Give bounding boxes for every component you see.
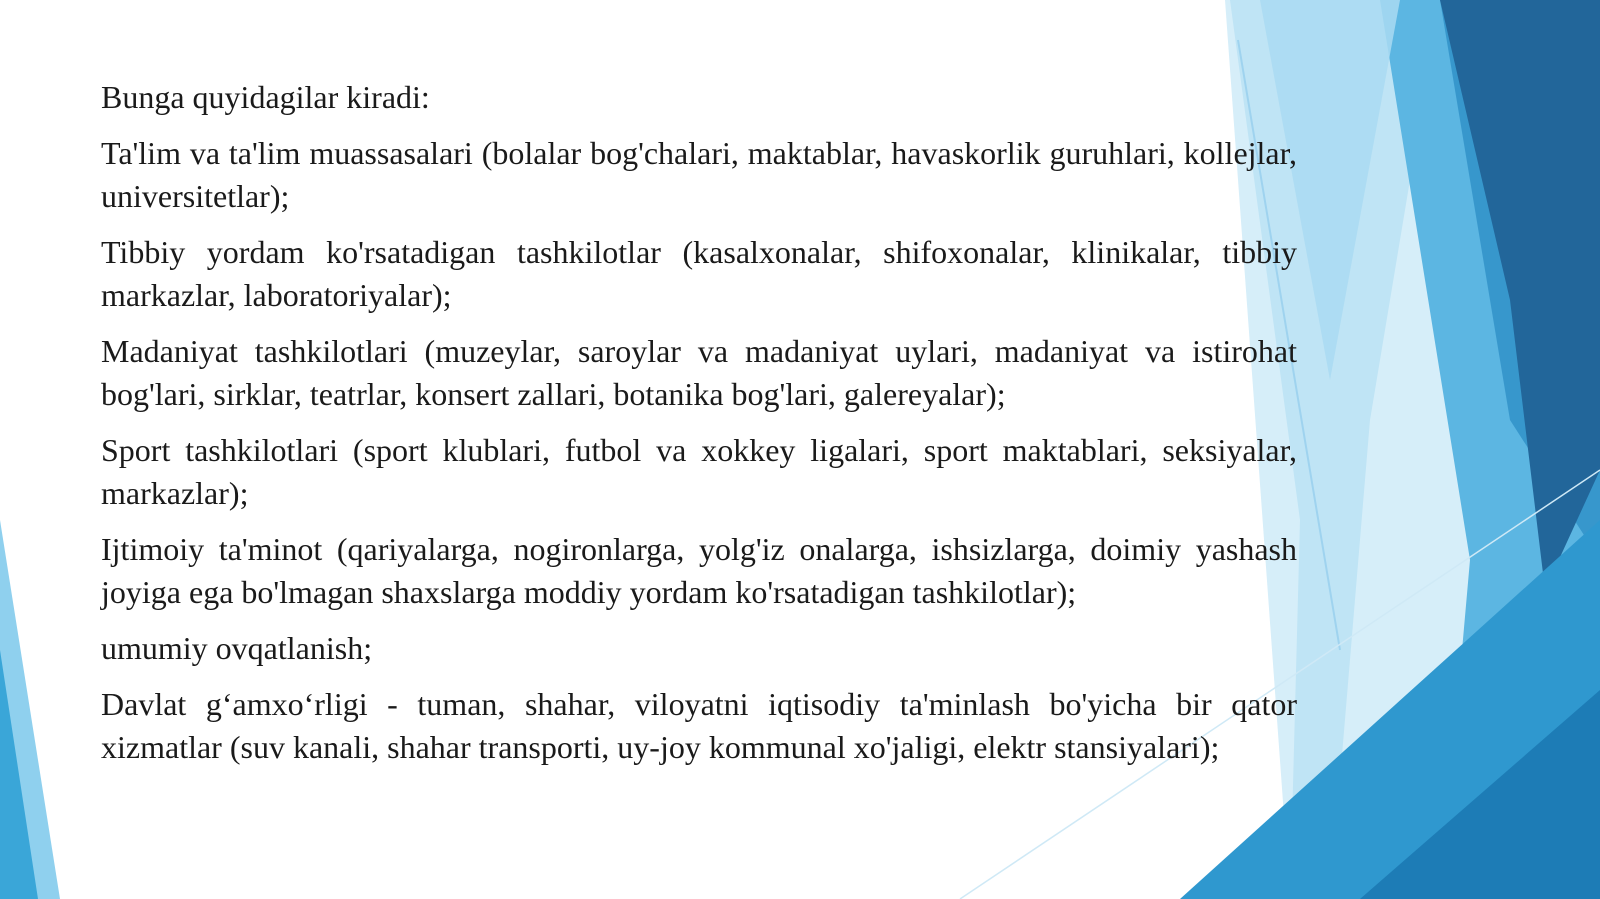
paragraph-state-care: Davlat g‘amxo‘rligi - tuman, shahar, viloyatni iqtisodiy ta'minlash bo'yicha bir qator xizmatlar (suv kanali, shahar transporti, uy-joy kommunal xo'jaligi, elektr stansiyalari); xyxy=(101,686,1297,765)
paragraph-social-security: Ijtimoiy ta'minot (qariyalarga, nogironlarga, yolg'iz onalarga, ishsizlarga, doimiy yashash joyiga ega bo'lmagan shaxslarga moddiy yordam ko'rsatadigan tashkilotlar); xyxy=(101,531,1297,610)
slide-body xyxy=(101,76,1297,782)
paragraph-sport: Sport tashkilotlari (sport klublari, futbol va xokkey ligalari, sport maktablari, seksiyalar, markazlar); xyxy=(101,432,1297,511)
paragraph-culture: Madaniyat tashkilotlari (muzeylar, saroylar va madaniyat uylari, madaniyat va istirohat bog'lari, sirklar, teatrlar, konsert zallari, botanika bog'lari, galereyalar); xyxy=(101,333,1297,412)
paragraph-intro: Bunga quyidagilar kiradi: xyxy=(101,79,430,115)
paragraph-medical: Tibbiy yordam ko'rsatadigan tashkilotlar (kasalxonalar, shifoxonalar, klinikalar, tibbiy markazlar, laboratoriyalar); xyxy=(101,234,1297,313)
paragraph-education: Ta'lim va ta'lim muassasalari (bolalar bog'chalari, maktablar, havaskorlik guruhlari, kollejlar, universitetlar); xyxy=(101,135,1297,214)
paragraph-catering: umumiy ovqatlanish; xyxy=(101,630,373,666)
